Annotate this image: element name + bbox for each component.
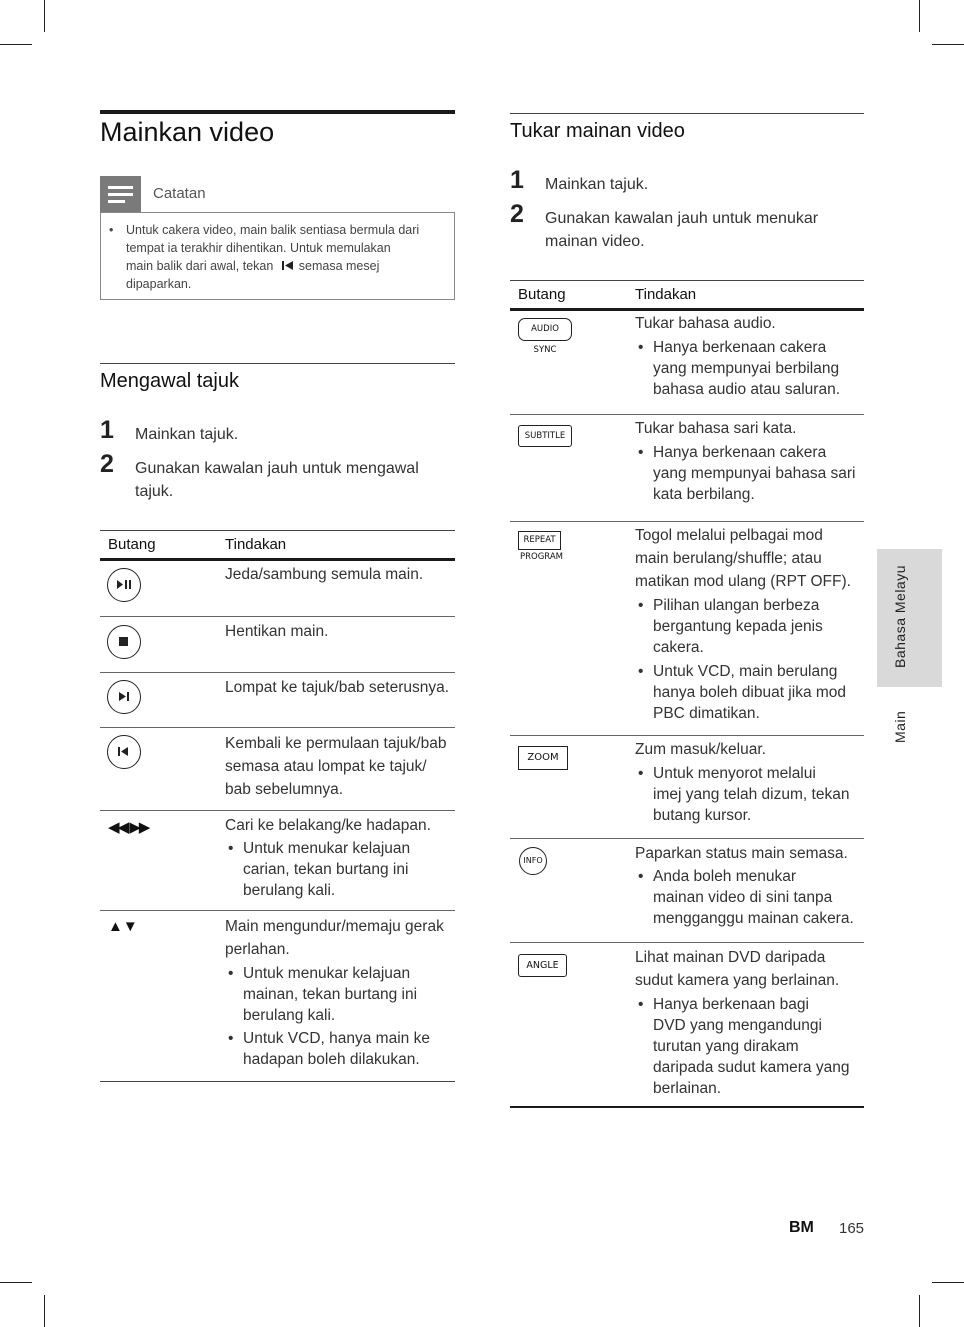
- side-tab-language: Bahasa Melayu: [892, 564, 908, 668]
- subtitle-icon: SUBTITLE: [518, 425, 572, 447]
- row-rule: [100, 727, 455, 728]
- row-rule: [510, 735, 864, 736]
- crop-mark: [919, 0, 920, 32]
- info-icon: INFO: [519, 847, 547, 875]
- row-rule: [510, 942, 864, 943]
- table-row: Jeda/sambung semula main.: [225, 566, 424, 583]
- row-rule: [510, 521, 864, 522]
- footer-language: BM: [789, 1219, 814, 1236]
- table-top-rule: [510, 280, 864, 281]
- crop-mark: [932, 1282, 964, 1283]
- step-number: 1: [510, 166, 524, 194]
- crop-mark: [919, 1295, 920, 1327]
- note-icon: [100, 176, 141, 212]
- search-icon: ◀◀ ▶▶: [108, 819, 149, 836]
- step-text: Mainkan tajuk.: [135, 426, 239, 443]
- table-row: Kembali ke permulaan tajuk/bab semasa atau lompat ke tajuk/ bab sebelumnya.: [225, 735, 447, 798]
- stop-icon: [107, 625, 141, 659]
- page-number: 165: [839, 1220, 865, 1237]
- crop-mark: [0, 1282, 32, 1283]
- table-header-rule: [510, 308, 864, 311]
- table-row: Paparkan status main semasa. • Anda boleh menukar mainan video di sini tanpa mengganggu mainan cakera.: [635, 843, 854, 929]
- table-header-action: Tindakan: [225, 536, 287, 553]
- table-row: Lompat ke tajuk/bab seterusnya.: [225, 679, 450, 696]
- table-row: Tukar bahasa sari kata. • Hanya berkenaan cakera yang mempunyai bahasa sari kata berbilang.: [635, 418, 855, 505]
- row-rule: [510, 838, 864, 839]
- table-bottom-rule: [100, 1081, 455, 1082]
- step-text: Mainkan tajuk.: [545, 176, 649, 193]
- table-row: Cari ke belakang/ke hadapan. • Untuk menukar kelajuan carian, tekan burtang ini berulang kali.: [225, 815, 431, 901]
- table-row: Hentikan main.: [225, 623, 329, 640]
- zoom-icon: ZOOM: [518, 746, 568, 770]
- previous-icon: [107, 735, 141, 769]
- previous-icon: [281, 260, 295, 271]
- play-pause-icon: [107, 568, 141, 602]
- page-title: Mainkan video: [100, 117, 275, 147]
- side-tab-active: [877, 549, 942, 687]
- note-text: Untuk cakera video, main balik sentiasa bermula dari tempat ia terakhir dihentikan. Untuk memulakan main balik dari awal, tekan semasa mesej dipaparkan.: [126, 223, 420, 291]
- next-icon: [107, 680, 141, 714]
- program-label: PROGRAM: [520, 552, 564, 562]
- row-rule: [100, 910, 455, 911]
- audio-sync-icon: AUDIO SYNC: [518, 318, 572, 341]
- table-row: Tukar bahasa audio. • Hanya berkenaan cakera yang mempunyai berbilang bahasa audio atau saluran.: [635, 313, 840, 400]
- crop-mark: [932, 44, 964, 45]
- table-header-button: Butang: [108, 536, 156, 553]
- table-bottom-rule: [510, 1106, 864, 1108]
- table-row: Lihat mainan DVD daripada sudut kamera yang berlainan. • Hanya berkenaan bagi DVD yang mengandungi turutan yang dirakam daripada sudut kamera yang berlainan.: [635, 946, 864, 1099]
- repeat-icon: REPEAT: [518, 531, 561, 550]
- side-tab-section: Main: [892, 710, 908, 743]
- section-rule: [510, 113, 864, 114]
- slow-motion-icon: ▲▼: [108, 918, 138, 935]
- crop-mark: [44, 0, 45, 32]
- table-top-rule: [100, 530, 455, 531]
- row-rule: [100, 616, 455, 617]
- note-label: Catatan: [153, 185, 206, 202]
- section-rule: [100, 363, 455, 364]
- row-rule: [100, 672, 455, 673]
- step-text: Gunakan kawalan jauh untuk mengawal tajuk.: [135, 460, 419, 500]
- step-number: 2: [100, 450, 114, 478]
- note-box: • Untuk cakera video, main balik sentiasa bermula dari tempat ia terakhir dihentikan. Untuk memulakan main balik dari awal, tekan semasa mesej dipaparkan.: [100, 212, 455, 300]
- table-row: Main mengundur/memaju gerak perlahan. • Untuk menukar kelajuan mainan, tekan burtang ini berulang kali. • Untuk VCD, hanya main ke hadapan boleh dilakukan.: [225, 915, 455, 1070]
- crop-mark: [0, 44, 32, 45]
- step-text: Gunakan kawalan jauh untuk menukar mainan video.: [545, 210, 819, 250]
- step-number: 1: [100, 416, 114, 444]
- step-number: 2: [510, 200, 524, 228]
- row-rule: [510, 414, 864, 415]
- section-title: Mengawal tajuk: [100, 370, 239, 392]
- table-header-button: Butang: [518, 286, 566, 303]
- table-header-action: Tindakan: [635, 286, 697, 303]
- table-header-rule: [100, 558, 455, 561]
- angle-icon: ANGLE: [518, 954, 567, 977]
- crop-mark: [44, 1295, 45, 1327]
- section-title: Tukar mainan video: [510, 120, 685, 142]
- table-row: Togol melalui pelbagai mod main berulang/shuffle; atau matikan mod ulang (RPT OFF). • Pilihan ulangan berbeza bergantung kepada jenis cakera. • Untuk VCD, main berulang hanya boleh dibuat jika mod PBC dimatikan.: [635, 524, 864, 724]
- row-rule: [100, 810, 455, 811]
- title-rule: [100, 110, 455, 114]
- table-row: Zum masuk/keluar. • Untuk menyorot melalui imej yang telah dizum, tekan butang kursor.: [635, 739, 849, 826]
